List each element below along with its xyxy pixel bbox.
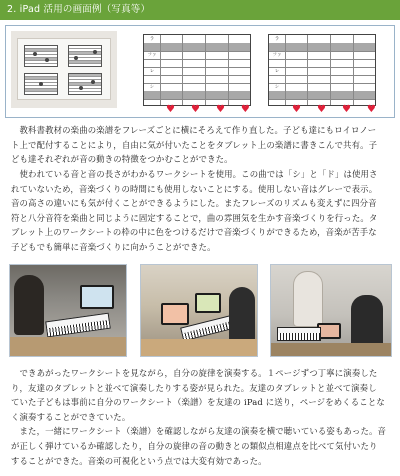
- heart-icon: ♥: [166, 104, 175, 115]
- heart-icon: ♥: [341, 104, 351, 115]
- classroom-photo-1: [9, 264, 127, 357]
- text-line: ト上で配付することにより，自由に気が付いたことをタブレット上の楽譜に書きこんで共有。子: [11, 139, 378, 150]
- text-line: が正しく弾けているか確認したり，自分の旋律の音の動きとの類似点相違点を比べて気付いたり: [11, 440, 378, 451]
- text-line: 使われている音と音の長さがわかるワークシートを使用。この曲では「シ」と「ド」は使用さ: [11, 169, 378, 179]
- board-score-1: [24, 45, 58, 67]
- text-line: できあがったワークシートを見ながら，自分の旋律を演奏する。１ページずつ丁寧に演奏した: [11, 368, 378, 378]
- text-line: 符と八分音符を楽曲と同じように固定することで，曲の雰囲気を生かす音楽づくりを行った。タ: [11, 212, 378, 223]
- text-line: ども達それぞれが音の動きの特徴をつかむことができた。: [11, 154, 233, 165]
- heart-row-2: [292, 104, 376, 115]
- heart-icon: ♥: [366, 104, 376, 115]
- tablet-device: [80, 285, 114, 309]
- row-label: ラ: [274, 37, 280, 42]
- keyboard-instrument: [277, 327, 321, 341]
- desk: [271, 343, 392, 357]
- student-figure: [293, 271, 323, 327]
- row-label: シ: [149, 85, 155, 90]
- worksheet-grid-2: [268, 34, 376, 106]
- paragraph-worksheet: [11, 167, 391, 255]
- text-line: また，一緒にワークシート（楽譜）を確認しながら友達の演奏を横で聴いている姿もあった。音: [11, 426, 387, 437]
- text-line: ブレット上のワークシートの枠の中に色をつけるだけで音楽づくりができるため，音楽が苦手な: [11, 227, 377, 238]
- section-header: [0, 0, 400, 20]
- worksheet-grid-1: [143, 34, 251, 106]
- text-line: く演奏することができていた。: [11, 411, 131, 422]
- keyboard-instrument: [45, 313, 111, 338]
- heart-icon: ♥: [190, 104, 200, 115]
- text-line: ていた子どもは事前に自分のワークシート（楽譜）を友達の iPad に送り，ページをめくることな: [11, 397, 385, 408]
- tablet-device: [161, 303, 189, 325]
- board-score-4: [68, 73, 102, 95]
- row-label: レ: [149, 69, 155, 74]
- paragraph-score-rearrange: [11, 123, 391, 167]
- text-line: 教科書教材の楽曲の楽譜をフレーズごとに横にそろえて作り直した。子ども達にもロイロノー: [11, 125, 377, 135]
- desk: [10, 337, 127, 357]
- board-panel: [17, 38, 111, 100]
- paragraph-performance: [11, 366, 391, 468]
- classroom-photo-2: [140, 264, 258, 357]
- text-line: することができた。音楽の可視化という点では大変有効であった。: [11, 455, 267, 466]
- whiteboard-photo: [11, 31, 117, 108]
- text-line: れていないため，音楽づくりの時間にも使用しないことにする。使用しない音はグレーで表示。: [11, 183, 378, 194]
- heart-icon: ♥: [240, 104, 250, 115]
- section-title: 2. iPad 活用の画面例（写真等）: [7, 4, 151, 15]
- heart-icon: ♥: [316, 104, 326, 115]
- heart-row-1: [166, 104, 250, 115]
- classroom-photo-3: [270, 264, 392, 357]
- board-score-2: [68, 45, 102, 67]
- heart-icon: ♥: [292, 104, 301, 115]
- desk: [141, 339, 258, 357]
- student-figure: [14, 275, 44, 335]
- text-line: り，友達のタブレットと並べて演奏したりする姿が見られた。友達のタブレットと並べて演奏し: [11, 382, 377, 393]
- row-label: シ: [274, 85, 280, 90]
- row-label: ラ: [149, 37, 155, 42]
- tablet-device: [195, 293, 221, 313]
- row-label: ファ: [272, 53, 282, 58]
- heart-icon: ♥: [215, 104, 225, 115]
- text-line: 子どもでも簡単に音楽づくりに向かうことができた。: [11, 241, 216, 252]
- text-line: 音の高さの違いにも気が付くことができるようにした。またフレーズのリズムも変えずに四分音: [11, 198, 377, 209]
- row-label: ファ: [147, 53, 157, 58]
- row-label: レ: [274, 69, 280, 74]
- board-score-3: [24, 73, 58, 95]
